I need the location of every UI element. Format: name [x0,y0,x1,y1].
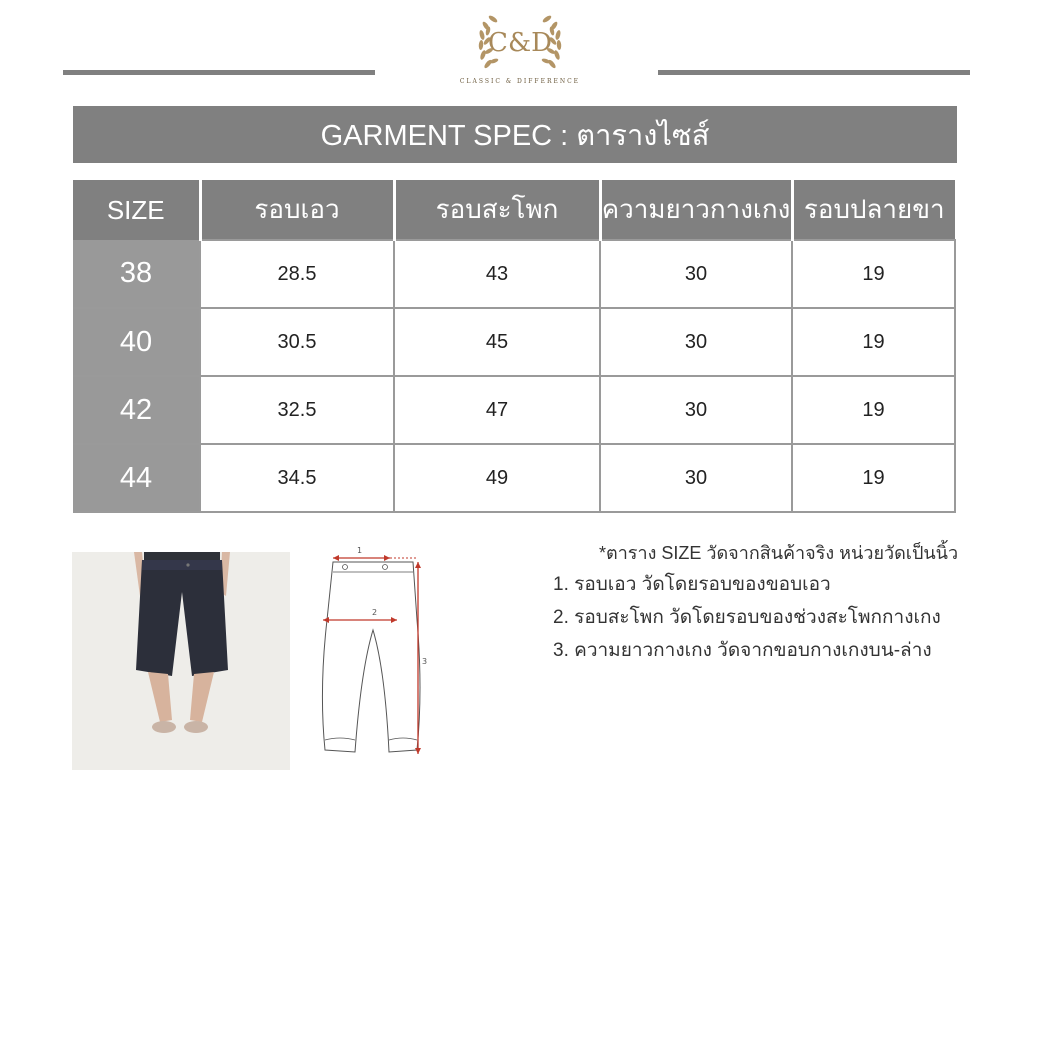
waist-cell: 28.5 [200,240,394,308]
table-row [73,240,955,308]
diagram-label-3: 3 [422,657,428,666]
waist-cell: 30.5 [200,308,394,376]
size-cell: 38 [73,240,200,308]
leg-opening-cell: 19 [792,444,955,512]
length-cell: 30 [600,240,792,308]
diagram-label-1: 1 [357,546,363,555]
header-size: SIZE [73,180,200,240]
note-item: 3. ความยาวกางเกง วัดจากขอบกางเกงบน-ล่าง [553,640,932,661]
leg-opening-cell: 19 [792,376,955,444]
hip-cell: 43 [394,240,600,308]
leg-opening-cell: 19 [792,308,955,376]
notes-heading: *ตาราง SIZE วัดจากสินค้าจริง หน่วยวัดเป็นนิ้ว [599,543,959,563]
note-item: 1. รอบเอว วัดโดยรอบของขอบเอว [553,574,831,595]
length-cell: 30 [600,444,792,512]
hip-cell: 49 [394,444,600,512]
table-header-row [73,180,955,240]
table-row [73,444,955,512]
leg-opening-cell: 19 [792,240,955,308]
note-item: 2. รอบสะโพก วัดโดยรอบของช่วงสะโพกกางเกง [553,607,941,628]
waist-cell: 34.5 [200,444,394,512]
size-cell: 42 [73,376,200,444]
table-row [73,308,955,376]
length-cell: 30 [600,376,792,444]
table-row [73,376,955,444]
page-title: GARMENT SPEC : ตารางไซส์ [73,106,957,163]
waist-cell: 32.5 [200,376,394,444]
length-cell: 30 [600,308,792,376]
hip-cell: 47 [394,376,600,444]
header-waist: รอบเอว [200,180,394,240]
svg-text:C&D: C&D [488,28,552,58]
hip-cell: 45 [394,308,600,376]
size-cell: 40 [73,308,200,376]
header-rule-left [63,70,375,75]
measurement-diagram [305,540,435,770]
header-hip: รอบสะโพก [394,180,600,240]
size-cell: 44 [73,444,200,512]
header-rule-right [658,70,970,75]
diagram-label-2: 2 [372,608,378,617]
size-table [73,180,956,513]
product-photo [72,552,290,770]
measurement-notes [553,538,973,667]
brand-tagline: CLASSIC & DIFFERENCE [459,78,581,85]
header-length: ความยาวกางเกง [600,180,792,240]
header-leg-opening: รอบปลายขา [792,180,955,240]
